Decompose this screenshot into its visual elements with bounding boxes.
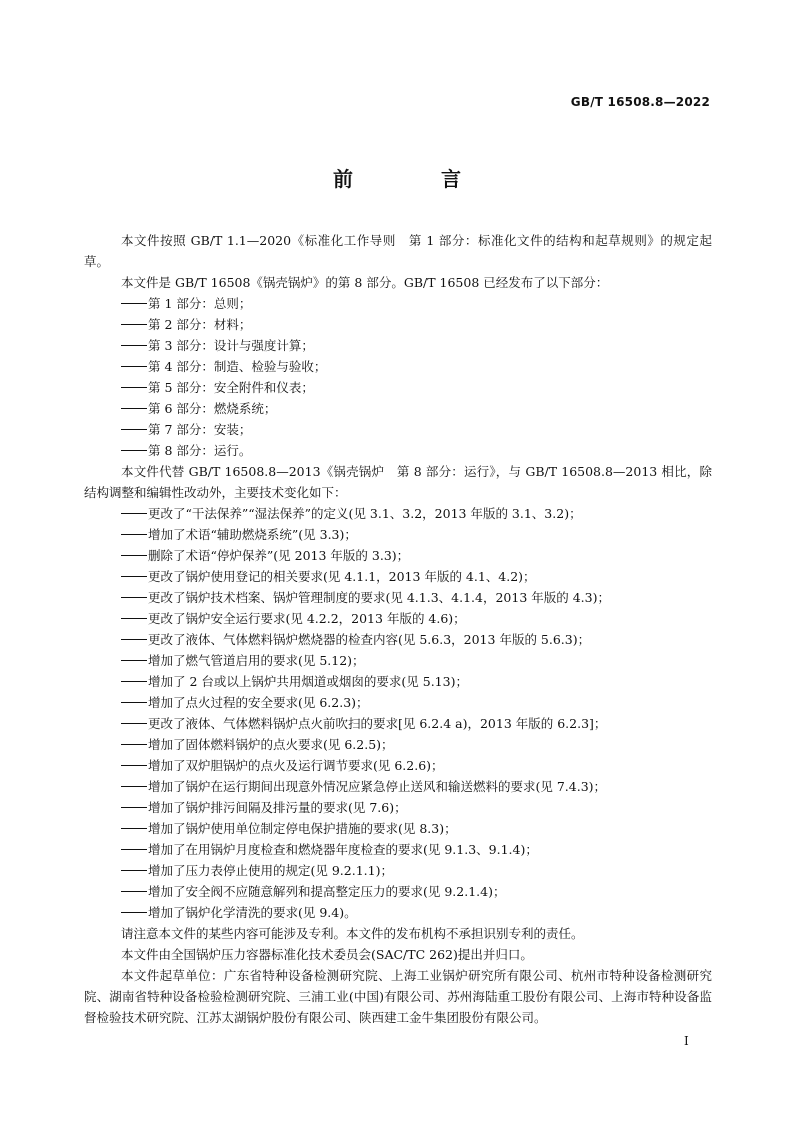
em-dash xyxy=(121,534,147,535)
em-dash xyxy=(121,807,147,808)
list-item xyxy=(84,608,712,629)
list-item-text: 更改了锅炉安全运行要求(见 4.2.2，2013 年版的 4.6)； xyxy=(148,611,466,626)
list-item-text: 增加了锅炉排污间隔及排污量的要求(见 7.6)； xyxy=(148,800,407,815)
em-dash xyxy=(121,639,147,640)
list-item xyxy=(84,881,712,902)
em-dash xyxy=(121,450,147,451)
list-item xyxy=(84,650,712,671)
list-item xyxy=(84,692,712,713)
list-item-text: 第 3 部分：设计与强度计算； xyxy=(148,338,314,353)
list-item-text: 更改了锅炉使用登记的相关要求(见 4.1.1，2013 年版的 4.1、4.2)； xyxy=(148,569,536,584)
list-item xyxy=(84,734,712,755)
list-item-text: 增加了锅炉化学清洗的要求(见 9.4)。 xyxy=(148,905,357,920)
list-item-text: 第 1 部分：总则； xyxy=(148,296,252,311)
document-body xyxy=(84,230,712,1028)
paragraph-drafting-units: 本文件起草单位：广东省特种设备检测研究院、上海工业锅炉研究所有限公司、杭州市特种设备检测研究院、湖南省特种设备检验检测研究院、三浦工业(中国)有限公司、苏州海陆重工股份有限公司、上海市特种设备监督检验技术研究院、江苏太湖锅炉股份有限公司、陕西建工金牛集团股份有限公司。 xyxy=(84,968,712,1025)
list-item xyxy=(84,335,712,356)
em-dash xyxy=(121,702,147,703)
list-item-text: 增加了 2 台或以上锅炉共用烟道或烟囱的要求(见 5.13)； xyxy=(148,674,468,689)
list-item xyxy=(84,818,712,839)
list-item-text: 第 8 部分：运行。 xyxy=(148,443,252,458)
list-item xyxy=(84,755,712,776)
em-dash xyxy=(121,849,147,850)
list-item-text: 第 2 部分：材料； xyxy=(148,317,252,332)
em-dash xyxy=(121,828,147,829)
list-item xyxy=(84,419,712,440)
paragraph-drafting-rules: 本文件按照 GB/T 1.1—2020《标准化工作导则 第 1 部分：标准化文件的结构和起草规则》的规定起草。 xyxy=(84,233,712,269)
em-dash xyxy=(121,723,147,724)
paragraph-replacement: 本文件代替 GB/T 16508.8—2013《锅壳锅炉 第 8 部分：运行》，与 GB/T 16508.8—2013 相比，除结构调整和编辑性改动外，主要技术变化如下： xyxy=(84,464,712,500)
em-dash xyxy=(121,681,147,682)
em-dash xyxy=(121,912,147,913)
list-item xyxy=(84,440,712,461)
list-item xyxy=(84,356,712,377)
em-dash xyxy=(121,429,147,430)
page-number: Ⅰ xyxy=(684,1034,689,1048)
list-item-text: 增加了术语“辅助燃烧系统”(见 3.3)； xyxy=(148,527,357,542)
list-item xyxy=(84,797,712,818)
list-item-text: 增加了在用锅炉月度检查和燃烧器年度检查的要求(见 9.1.3、9.1.4)； xyxy=(148,842,538,857)
list-item xyxy=(84,629,712,650)
list-item-text: 增加了点火过程的安全要求(见 6.2.3)； xyxy=(148,695,369,710)
list-item xyxy=(84,860,712,881)
list-item-text: 第 7 部分：安装； xyxy=(148,422,252,437)
em-dash xyxy=(121,870,147,871)
standard-code: GB/T 16508.8—2022 xyxy=(570,95,710,109)
list-item-text: 更改了液体、气体燃料锅炉燃烧器的检查内容(见 5.6.3，2013 年版的 5.6.3)； xyxy=(148,632,591,647)
list-item xyxy=(84,839,712,860)
list-item xyxy=(84,524,712,545)
em-dash xyxy=(121,618,147,619)
em-dash xyxy=(121,345,147,346)
list-item-text: 增加了燃气管道启用的要求(见 5.12)； xyxy=(148,653,365,668)
em-dash xyxy=(121,765,147,766)
list-item xyxy=(84,398,712,419)
list-item xyxy=(84,293,712,314)
list-item xyxy=(84,587,712,608)
em-dash xyxy=(121,597,147,598)
list-item xyxy=(84,902,712,923)
list-item-text: 增加了双炉胆锅炉的点火及运行调节要求(见 6.2.6)； xyxy=(148,758,444,773)
list-item-text: 更改了液体、气体燃料锅炉点火前吹扫的要求[见 6.2.4 a)，2013 年版的 6.2.3]； xyxy=(148,716,607,731)
changes-list xyxy=(84,503,712,923)
list-item-text: 增加了锅炉在运行期间出现意外情况应紧急停止送风和输送燃料的要求(见 7.4.3)； xyxy=(148,779,607,794)
list-item-text: 增加了安全阀不应随意解列和提高整定压力的要求(见 9.2.1.4)； xyxy=(148,884,506,899)
list-item xyxy=(84,545,712,566)
list-item xyxy=(84,713,712,734)
list-item-text: 增加了锅炉使用单位制定停电保护措施的要求(见 8.3)； xyxy=(148,821,457,836)
em-dash xyxy=(121,576,147,577)
em-dash xyxy=(121,408,147,409)
paragraph-series-intro: 本文件是 GB/T 16508《锅壳锅炉》的第 8 部分。GB/T 16508 已经发布了以下部分： xyxy=(121,275,609,290)
list-item-text: 更改了“干法保养”“湿法保养”的定义(见 3.1、3.2，2013 年版的 3.1、3.2)； xyxy=(148,506,582,521)
list-item xyxy=(84,776,712,797)
paragraph-committee: 本文件由全国锅炉压力容器标准化技术委员会(SAC/TC 262)提出并归口。 xyxy=(121,947,533,962)
list-item-text: 更改了锅炉技术档案、锅炉管理制度的要求(见 4.1.3、4.1.4，2013 年版的 4.3)； xyxy=(148,590,610,605)
em-dash xyxy=(121,387,147,388)
paragraph-patent-notice: 请注意本文件的某些内容可能涉及专利。本文件的发布机构不承担识别专利的责任。 xyxy=(121,926,584,941)
list-item xyxy=(84,314,712,335)
em-dash xyxy=(121,366,147,367)
em-dash xyxy=(121,660,147,661)
em-dash xyxy=(121,303,147,304)
em-dash xyxy=(121,324,147,325)
list-item xyxy=(84,671,712,692)
em-dash xyxy=(121,513,147,514)
em-dash xyxy=(121,891,147,892)
em-dash xyxy=(121,786,147,787)
page-title: 前 言 xyxy=(333,167,495,191)
list-item-text: 第 6 部分：燃烧系统； xyxy=(148,401,277,416)
list-item-text: 增加了压力表停止使用的规定(见 9.2.1.1)； xyxy=(148,863,393,878)
list-item-text: 删除了术语“停炉保养”(见 2013 年版的 3.3)； xyxy=(148,548,410,563)
list-item-text: 增加了固体燃料锅炉的点火要求(见 6.2.5)； xyxy=(148,737,394,752)
list-item-text: 第 4 部分：制造、检验与验收； xyxy=(148,359,327,374)
list-item xyxy=(84,503,712,524)
parts-list xyxy=(84,293,712,461)
list-item xyxy=(84,377,712,398)
list-item xyxy=(84,566,712,587)
em-dash xyxy=(121,555,147,556)
list-item-text: 第 5 部分：安全附件和仪表； xyxy=(148,380,314,395)
em-dash xyxy=(121,744,147,745)
